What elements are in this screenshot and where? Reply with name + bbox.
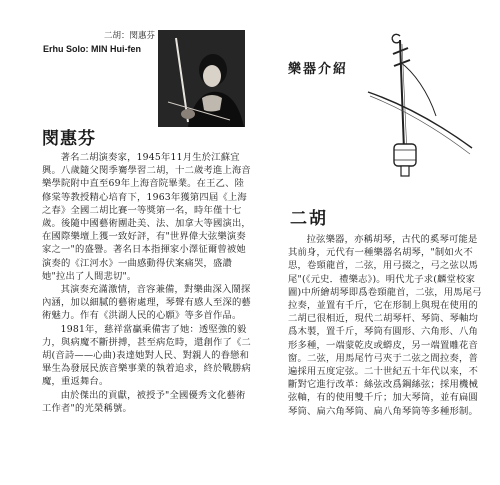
artist-name: 閔惠芬 xyxy=(42,129,96,149)
biography-paragraph: 由於傑出的貢獻，被授予"全國優秀文化藝術工作者"的光榮稱號。 xyxy=(42,389,246,414)
instrument-description xyxy=(288,233,483,418)
photo-caption-english: Erhu Solo: MIN Hui-fen xyxy=(43,44,141,54)
performer-photo xyxy=(158,30,245,127)
photo-caption-chinese: 二胡：閔惠芬 xyxy=(104,31,156,41)
erhu-illustration xyxy=(360,32,480,182)
biography-paragraph: 著名二胡演奏家，1945年11月生於江蘇宜興。八歲隨父閔季騫學習二胡，十二歲考進上海音樂學院附中直至69年上海音院畢業。在王乙、陸修棠等教授精心培育下，1963年獲第四屆《上海之春》全國二胡比賽一等獎第一名，時年僅十七歲。後隨中國藝術團赴美、法、加拿大等國演出，在國際樂壇上獲一致好評，有"世界偉大弦樂演奏家之一"的盛譽。著名日本指揮家小澤征爾曾被她演奏的《江河水》一曲感動得伏案痛哭，盛讚她"拉出了人間悲切"。 xyxy=(42,152,251,282)
description-paragraph: 拉弦樂器，亦稱胡琴，古代的奚琴可能是其前身，元代有一種樂器名胡琴，"制如火不思，卷頸龍首，二弦，用弓掇之，弓之弦以馬尾"(《元史．禮樂志》)。明代尤子求(麟堂校家圖)中所繪胡琴即爲卷頸龍首，二弦，用馬尾弓拉奏，並置有千斤，它在形制上與現在使用的二胡已很相近，現代二胡琴杆、琴筒、琴軸均爲木製，置千斤，琴筒有圓形、六角形、八角形多種，一端蒙乾皮或蟒皮，另一端置雕花音窗。二弦，用馬尾竹弓夾于二弦之間拉奏，普遍採用五度定弦。二十世紀五十年代以來，不斷對它進行改革：絲弦改爲鋼絲弦；採用機械弦軸，有的使用雙千斤；加大琴筒，並有扁圓琴筒、扁六角琴筒、扁八角琴筒等多種形制。 xyxy=(288,234,482,417)
performer-photo-illustration xyxy=(158,30,245,127)
erhu-drawing xyxy=(360,32,480,182)
biography-paragraph: 1981年，慈祥當贏乘備害了她：透堅強的毅力，與病魔不斷拼搏，甚至病危時，還創作了《二胡(音詩——心曲)表達她對人民、對親人的眷戀和畢生為發展民族音樂事業的執着追求，終於戰勝病魔，重返舞台。 xyxy=(42,323,251,388)
instrument-intro-heading: 樂器介紹 xyxy=(288,62,349,77)
erhu-heading: 二胡 xyxy=(290,209,328,229)
artist-biography xyxy=(42,151,251,415)
biography-paragraph: 其演奏充滿激情，音容兼備，對樂曲深入鬧探內涵，加以細膩的藝術處理，琴聲有感人至深的藝術魅力。作有《洪湖人民的心願》等多首作品。 xyxy=(42,284,251,322)
